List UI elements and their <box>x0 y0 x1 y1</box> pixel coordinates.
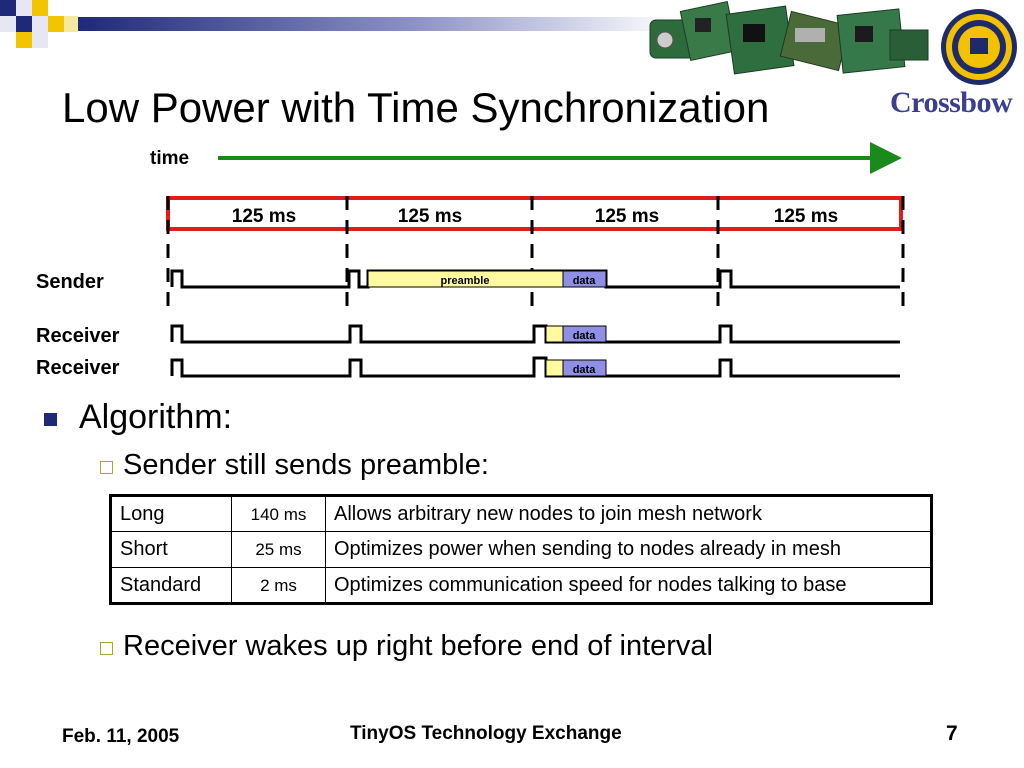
bullet-algorithm <box>44 398 232 437</box>
table-row <box>111 496 932 532</box>
sub-bullet-receiver-text: Receiver wakes up right before end of interval <box>123 630 713 662</box>
table-cell-time: 140 ms <box>232 496 326 532</box>
table-cell-desc: Optimizes power when sending to nodes already in mesh <box>326 532 932 568</box>
row-label-sender: Sender <box>36 271 104 293</box>
sender-data-label: data <box>572 275 596 287</box>
receiver-1-data-label: data <box>572 330 596 342</box>
table-cell-time: 25 ms <box>232 532 326 568</box>
table-cell-desc: Allows arbitrary new nodes to join mesh network <box>326 496 932 532</box>
slide-title: Low Power with Time Synchronization <box>62 84 770 131</box>
interval-label-1: 125 ms <box>231 206 297 227</box>
bullet-algorithm-text: Algorithm: <box>79 398 233 436</box>
table-cell-desc: Optimizes communication speed for nodes talking to base <box>326 568 932 604</box>
interval-label-2: 125 ms <box>397 206 463 227</box>
timing-diagram <box>0 140 1024 390</box>
hollow-square-icon <box>100 642 113 655</box>
row-label-receiver-2: Receiver <box>36 357 120 379</box>
sub-bullet-preamble <box>100 449 489 482</box>
receiver-1-waveform <box>172 326 900 342</box>
table-cell-time: 2 ms <box>232 568 326 604</box>
preamble-table <box>109 494 933 605</box>
table-row <box>111 532 932 568</box>
table-cell-mode: Long <box>111 496 232 532</box>
sender-preamble-label: preamble <box>440 275 490 287</box>
interval-label-4: 125 ms <box>773 206 839 227</box>
row-label-receiver-1: Receiver <box>36 325 120 347</box>
table-cell-mode: Standard <box>111 568 232 604</box>
bullet-square-icon <box>44 413 57 426</box>
receiver-2-data-label: data <box>572 364 596 376</box>
receiver-1-preamble-block <box>546 326 563 342</box>
table-row <box>111 568 932 604</box>
sub-bullet-preamble-text: Sender still sends preamble: <box>123 449 489 481</box>
footer-page-number: 7 <box>946 722 958 745</box>
footer-event: TinyOS Technology Exchange <box>350 723 622 744</box>
table-cell-mode: Short <box>111 532 232 568</box>
crossbow-logo: Crossbow <box>890 86 1013 119</box>
circuit-boards-image <box>645 0 935 82</box>
interval-label-3: 125 ms <box>594 206 660 227</box>
uc-seal-logo <box>940 8 1018 86</box>
receiver-2-preamble-block <box>546 360 563 376</box>
hollow-square-icon <box>100 461 113 474</box>
time-label: time <box>150 148 190 169</box>
receiver-2-waveform <box>172 358 900 376</box>
footer-date: Feb. 11, 2005 <box>62 726 180 747</box>
sub-bullet-receiver <box>100 630 713 663</box>
